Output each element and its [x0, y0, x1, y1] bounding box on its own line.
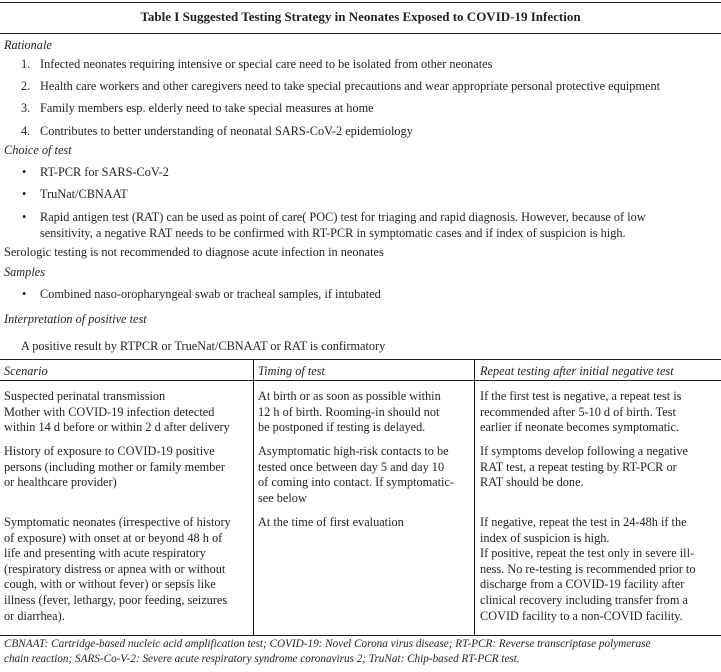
- footnote-line-1: CBNAAT: Cartridge-based nucleic acid amplification test; COVID-19: Novel Corona virus disease; RT-PCR: Reverse transcriptase polymerase: [4, 638, 651, 650]
- title-rule: [0, 33, 721, 34]
- table-header-rule: [0, 380, 721, 381]
- header-repeat: Repeat testing after initial negative test: [480, 364, 674, 378]
- footnote-line-2: chain reaction; SARS-Co-V-2: Severe acute respiratory syndrome coronavirus 2; TruNat: Chip-based RT-PCR test.: [4, 653, 520, 665]
- rationale-num-2: 2.: [21, 79, 31, 93]
- choice-item-3b: sensitivity, a negative RAT needs to be confirmed with RT-PCR in symptomatic cases and if index of suspicion is high.: [40, 226, 626, 240]
- table-title: Table I Suggested Testing Strategy in Neonates Exposed to COVID-19 Infection: [140, 9, 581, 24]
- rationale-heading: Rationale: [4, 38, 52, 52]
- samples-heading: Samples: [4, 265, 45, 279]
- rationale-num-4: 4.: [21, 124, 31, 138]
- rationale-item-2: Health care workers and other caregivers need to take special precautions and wear appropriate personal protective equipment: [40, 79, 661, 93]
- choice-item-3a: Rapid antigen test (RAT) can be used as point of care( POC) test for triaging and rapid diagnosis. However, because of low: [40, 210, 646, 224]
- rationale-num-1: 1.: [21, 57, 31, 71]
- bullet-icon: •: [22, 165, 27, 179]
- rationale-item-4: Contributes to better understanding of neonatal SARS-CoV-2 epidemiology: [40, 124, 413, 138]
- table-row-3-timing: At the time of first evaluation: [258, 515, 404, 529]
- rationale-item-3: Family members esp. elderly need to take special measures at home: [40, 101, 374, 115]
- choice-item-1: RT-PCR for SARS-CoV-2: [40, 165, 169, 179]
- bullet-icon: •: [22, 287, 27, 301]
- table-row-2-scenario: History of exposure to COVID-19 positive persons (including mother or family member or healthcare provider): [4, 444, 225, 490]
- footnote-rule: [0, 635, 721, 636]
- interpretation-text: A positive result by RTPCR or TrueNat/CBNAAT or RAT is confirmatory: [21, 339, 386, 353]
- rationale-item-1: Infected neonates requiring intensive or special care need to be isolated from other neonates: [40, 57, 493, 71]
- table-row-1-timing: At birth or as soon as possible within 12 h of birth. Rooming-in should not be postponed if testing is delayed.: [258, 389, 441, 435]
- table-row-1-scenario: Suspected perinatal transmission Mother with COVID-19 infection detected within 14 d before or within 2 d after delivery: [4, 389, 230, 435]
- choice-item-2: TruNat/CBNAAT: [40, 187, 128, 201]
- table-row-3-repeat: If negative, repeat the test in 24-48h if the index of suspicion is high. If positive, repeat the test only in severe ill- ness. No re-testing is recommended prior to discharge from a COVID-19 facility after clinical recovery including transfer from a COVID facility to a non-COVID facility.: [480, 515, 696, 623]
- header-scenario: Scenario: [4, 364, 48, 378]
- table-row-2-timing: Asymptomatic high-risk contacts to be tested once between day 5 and day 10 of coming into contact. If symptomatic- see below: [258, 444, 455, 505]
- table-top-rule: [0, 359, 721, 360]
- column-divider: [474, 359, 475, 635]
- table-row-1-repeat: If the first test is negative, a repeat test is recommended after 5-10 d of birth. Test earlier if neonate becomes symptomatic.: [480, 389, 682, 435]
- table-row-3-scenario: Symptomatic neonates (irrespective of history of exposure) with onset at or beyond 48 h of life and presenting with acute respiratory (respiratory distress or apnea with or without cough, with or without fever) or sepsis like illness (fever, lethargy, poor feeding, seizures or diarrhea).: [4, 515, 231, 623]
- bullet-icon: •: [22, 187, 27, 201]
- choice-heading: Choice of test: [4, 143, 72, 157]
- samples-item-1: Combined naso-oropharyngeal swab or tracheal samples, if intubated: [40, 287, 381, 301]
- header-timing: Timing of test: [258, 364, 325, 378]
- column-divider: [253, 359, 254, 635]
- bullet-icon: •: [22, 210, 27, 224]
- rationale-num-3: 3.: [21, 101, 31, 115]
- top-rule: [0, 2, 721, 3]
- interpretation-heading: Interpretation of positive test: [4, 312, 147, 326]
- table-row-2-repeat: If symptoms develop following a negative RAT test, a repeat testing by RT-PCR or RAT should be done.: [480, 444, 688, 490]
- serologic-note: Serologic testing is not recommended to diagnose acute infection in neonates: [4, 245, 384, 259]
